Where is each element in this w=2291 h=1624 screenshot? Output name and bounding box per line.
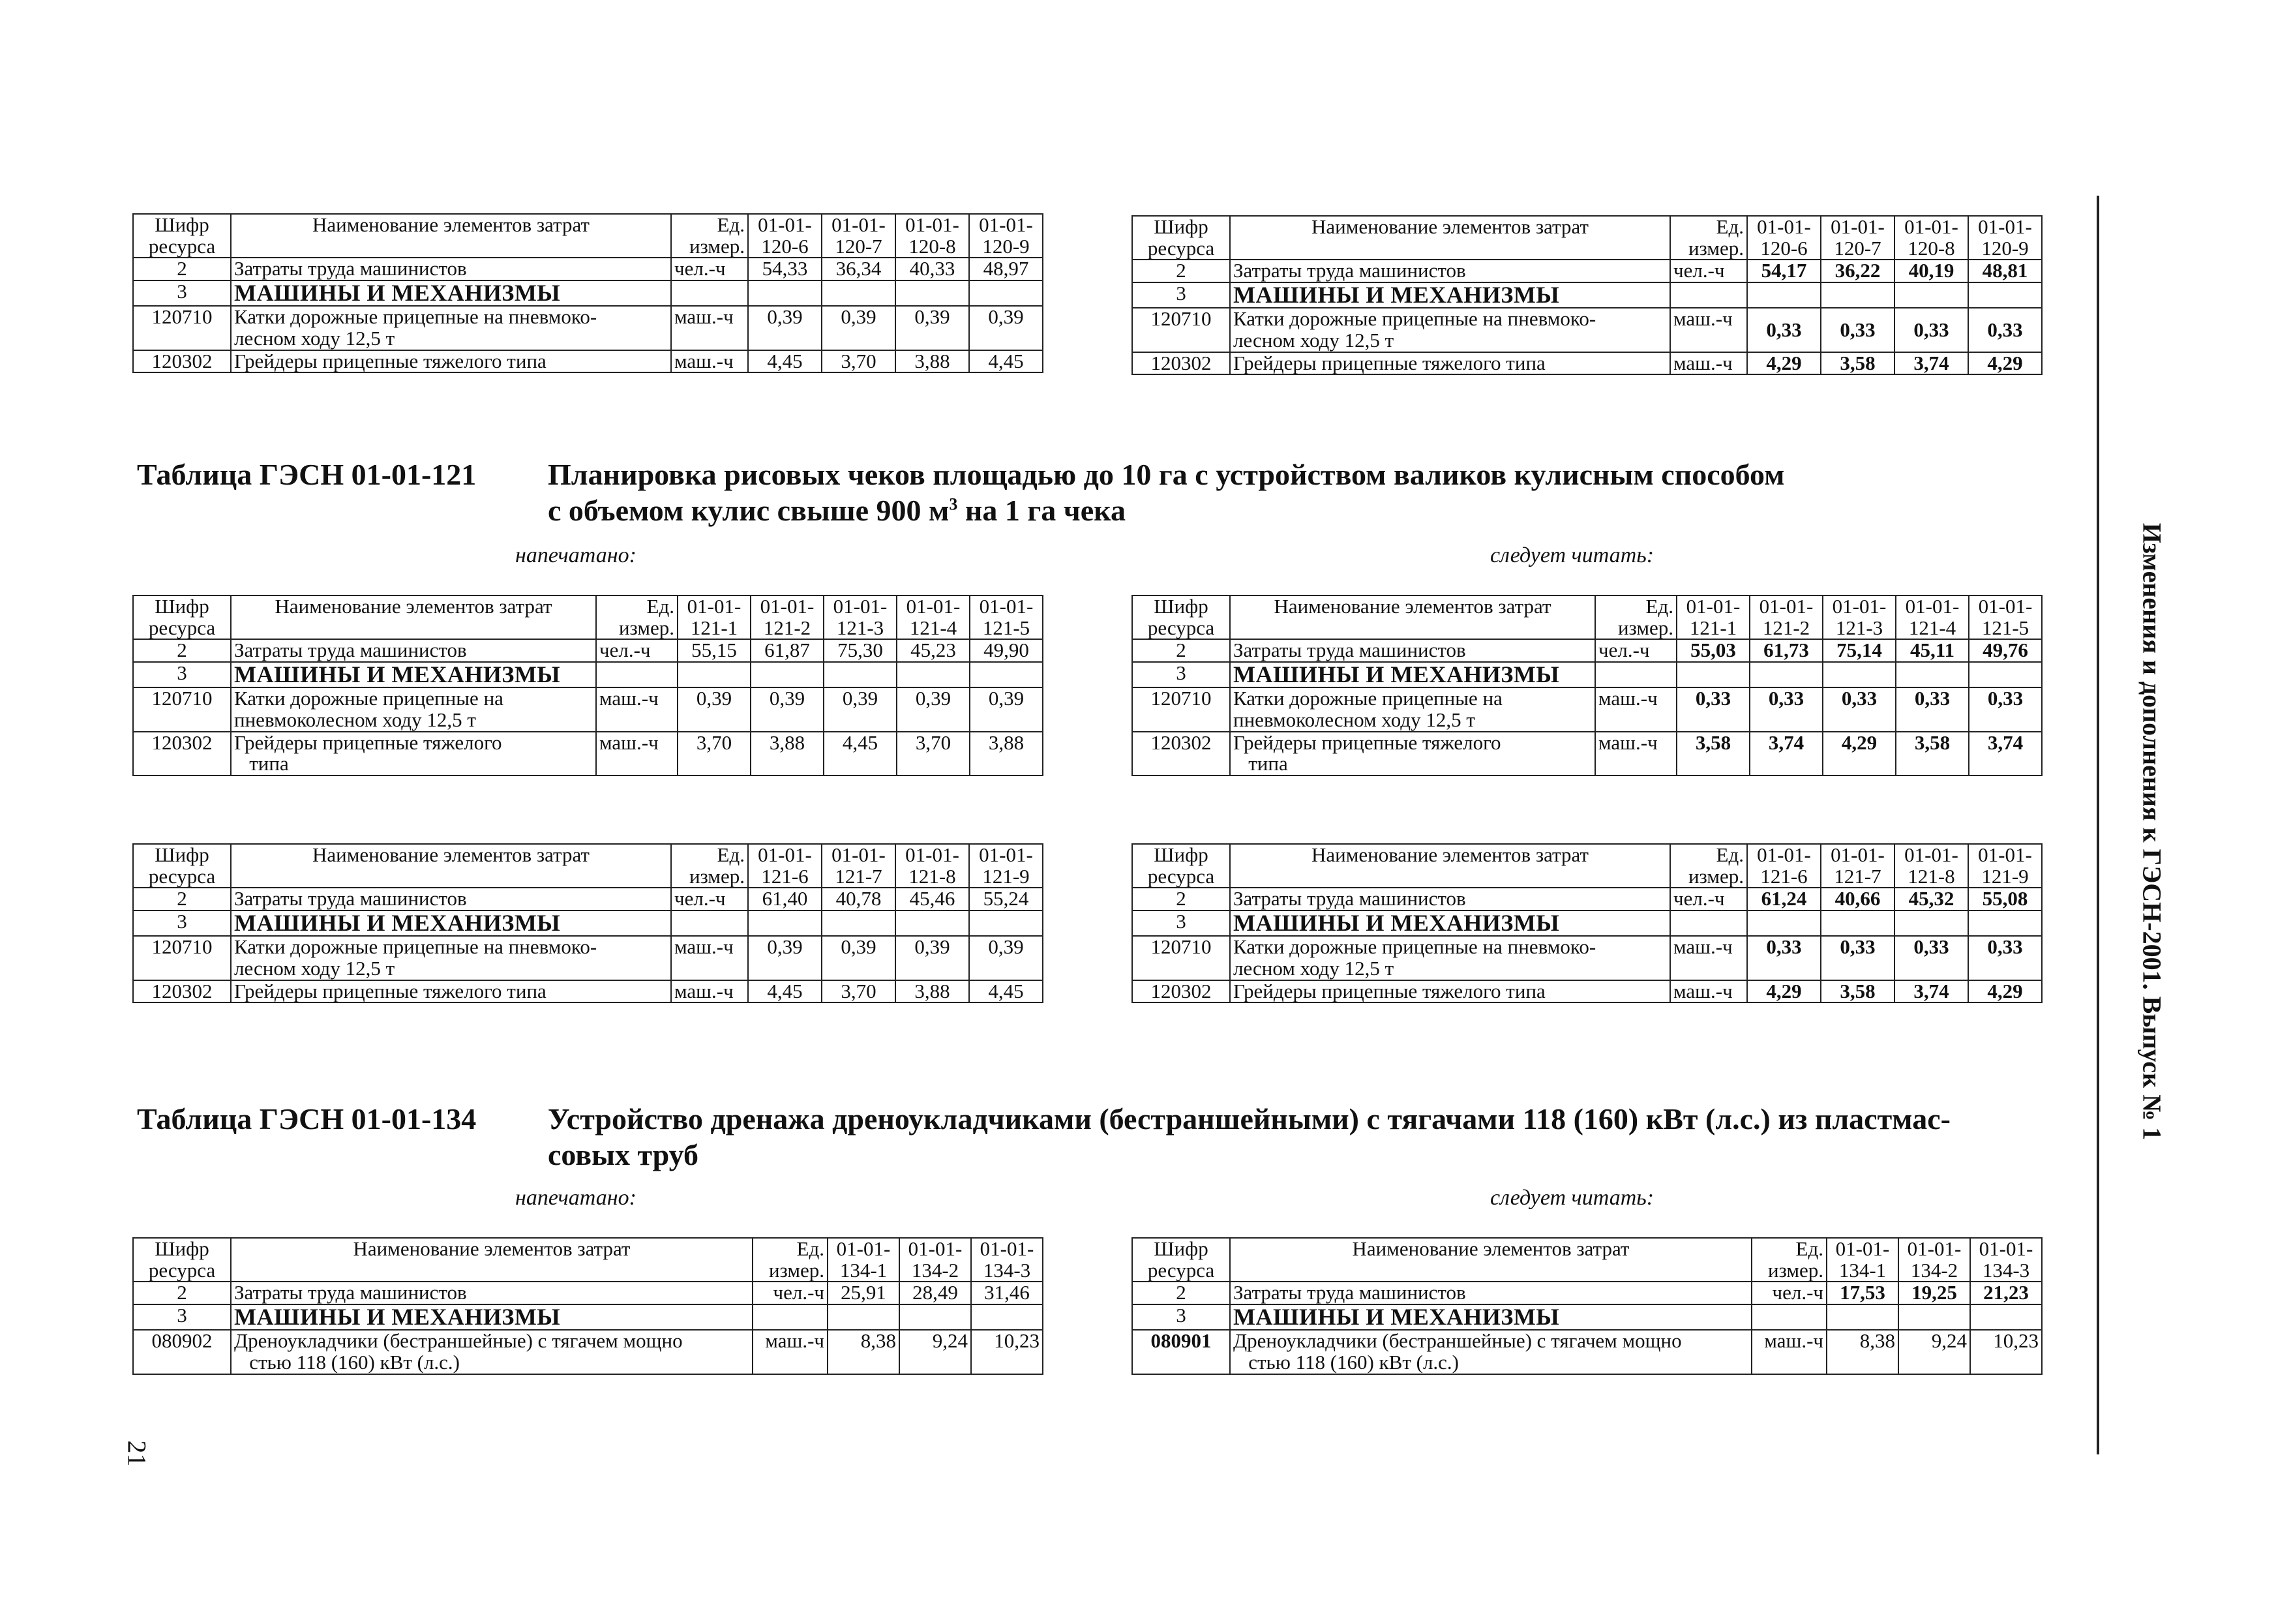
resource-code: 080902 (133, 1330, 231, 1374)
table-row (133, 936, 1043, 980)
value-cell: 3,70 (678, 732, 751, 775)
code-header: Шифр ресурса (1132, 595, 1230, 639)
cost-element-name: Катки дорожные прицепные на пневмоко- лесном ходу 12,5 т (1230, 936, 1670, 980)
unit-header: Ед. измер. (1670, 216, 1747, 260)
value-cell: 3,58 (1821, 352, 1894, 375)
value-cell: 0,39 (969, 306, 1043, 350)
value-cell: 0,33 (1968, 308, 2042, 352)
value-cell: 3,88 (970, 732, 1043, 775)
value-cell: 45,23 (897, 639, 970, 662)
table-121b-correct (1131, 843, 2043, 1003)
cost-element-name: Затраты труда машинистов (231, 639, 596, 662)
norm-col-header: 01-01- 120-8 (895, 214, 969, 258)
norm-col-header: 01-01- 134-2 (899, 1238, 971, 1282)
cost-element-name: Грейдеры прицепные тяжелого типа (231, 980, 671, 1003)
value-cell: 0,33 (1750, 687, 1823, 731)
code-header: Шифр ресурса (1132, 216, 1230, 260)
section-title: МАШИНЫ И МЕХАНИЗМЫ (231, 280, 671, 307)
norm-col-header: 01-01- 121-3 (824, 595, 897, 639)
code-header: Шифр ресурса (133, 595, 231, 639)
running-title: Изменения и дополнения к ГЭСН-2001. Выпуск № 1 (2137, 522, 2167, 1141)
norm-col-header: 01-01- 121-6 (748, 844, 822, 888)
table-row (1132, 260, 2042, 282)
unit-cell: чел.-ч (753, 1282, 828, 1304)
resource-code: 3 (1132, 910, 1230, 937)
resource-code: 120302 (1132, 352, 1230, 375)
table-row (133, 910, 1043, 937)
section-title: МАШИНЫ И МЕХАНИЗМЫ (1230, 910, 1670, 937)
unit-cell: маш.-ч (671, 980, 748, 1003)
table-row (133, 687, 1043, 731)
table-134-correct (1131, 1237, 2043, 1375)
value-cell: 55,08 (1968, 888, 2042, 910)
resource-code: 120302 (133, 732, 231, 775)
resource-code: 3 (133, 662, 231, 688)
cost-element-name: Грейдеры прицепные тяжелого типа (231, 732, 596, 775)
table-header-row (1132, 595, 2042, 639)
table-row (133, 980, 1043, 1003)
table-134-printed (132, 1237, 1043, 1375)
cost-element-name: Затраты труда машинистов (231, 888, 671, 910)
value-cell: 40,66 (1821, 888, 1894, 910)
code-header: Шифр ресурса (1132, 1238, 1230, 1282)
name-header: Наименование элементов затрат (1230, 216, 1670, 260)
norm-col-header: 01-01- 121-1 (678, 595, 751, 639)
value-cell: 3,58 (1896, 732, 1969, 775)
unit-cell: маш.-ч (1595, 732, 1677, 775)
table-row (133, 258, 1043, 280)
norm-col-header: 01-01- 134-3 (1970, 1238, 2042, 1282)
value-cell: 0,39 (751, 687, 824, 731)
value-cell: 0,33 (1821, 936, 1894, 980)
value-cell: 49,90 (970, 639, 1043, 662)
value-cell: 3,74 (1969, 732, 2042, 775)
should-read-label: следует читать: (1490, 1186, 1655, 1210)
unit-cell: маш.-ч (596, 687, 678, 731)
resource-code: 3 (133, 910, 231, 937)
value-cell: 0,33 (1821, 308, 1894, 352)
section-title: МАШИНЫ И МЕХАНИЗМЫ (231, 910, 671, 937)
value-cell: 10,23 (1970, 1330, 2042, 1374)
value-cell: 4,45 (824, 732, 897, 775)
table-row (1132, 732, 2042, 775)
value-cell: 3,70 (822, 350, 895, 373)
norm-col-header: 01-01- 121-9 (1968, 844, 2042, 888)
table-row (1132, 687, 2042, 731)
table-header-row (133, 595, 1043, 639)
unit-header: Ед. измер. (596, 595, 678, 639)
section-title: МАШИНЫ И МЕХАНИЗМЫ (231, 662, 596, 688)
value-cell: 3,74 (1894, 352, 1968, 375)
value-cell: 36,34 (822, 258, 895, 280)
cost-element-name: Дреноукладчики (бестраншейные) с тягачем мощно стью 118 (160) кВт (л.с.) (231, 1330, 753, 1374)
margin-rule (2097, 196, 2099, 1454)
cost-element-name: Катки дорожные прицепные на пневмоколесном ходу 12,5 т (1230, 687, 1595, 731)
table-row (1132, 282, 2042, 308)
resource-code: 2 (1132, 888, 1230, 910)
value-cell: 8,38 (1827, 1330, 1898, 1374)
value-cell: 0,33 (1894, 936, 1968, 980)
norm-col-header: 01-01- 121-8 (895, 844, 969, 888)
value-cell: 0,39 (895, 306, 969, 350)
value-cell: 0,33 (1894, 308, 1968, 352)
table-header-row (1132, 844, 2042, 888)
table-row (1132, 888, 2042, 910)
value-cell: 48,97 (969, 258, 1043, 280)
norm-col-header: 01-01- 120-9 (969, 214, 1043, 258)
code-header: Шифр ресурса (133, 214, 231, 258)
table-header-row (133, 1238, 1043, 1282)
resource-code: 120302 (133, 350, 231, 373)
norm-col-header: 01-01- 121-4 (897, 595, 970, 639)
value-cell: 28,49 (899, 1282, 971, 1304)
section-title: МАШИНЫ И МЕХАНИЗМЫ (1230, 1304, 1752, 1331)
name-header: Наименование элементов затрат (1230, 844, 1670, 888)
cost-element-name: Затраты труда машинистов (1230, 260, 1670, 282)
value-cell: 31,46 (971, 1282, 1043, 1304)
table-row (133, 1330, 1043, 1374)
table-row (1132, 639, 2042, 662)
resource-code: 120710 (133, 687, 231, 731)
table-row (1132, 1282, 2042, 1304)
value-cell: 0,39 (895, 936, 969, 980)
norm-col-header: 01-01- 134-3 (971, 1238, 1043, 1282)
section-title: МАШИНЫ И МЕХАНИЗМЫ (1230, 662, 1595, 688)
cost-element-name: Катки дорожные прицепные на пневмоко- лесном ходу 12,5 т (1230, 308, 1670, 352)
table-row (133, 1304, 1043, 1331)
table-header-row (1132, 216, 2042, 260)
norm-col-header: 01-01- 134-2 (1898, 1238, 1970, 1282)
norm-col-header: 01-01- 121-5 (1969, 595, 2042, 639)
value-cell: 45,32 (1894, 888, 1968, 910)
resource-code: 3 (1132, 662, 1230, 688)
value-cell: 3,58 (1677, 732, 1750, 775)
resource-code: 2 (133, 258, 231, 280)
value-cell: 3,70 (897, 732, 970, 775)
value-cell: 21,23 (1970, 1282, 2042, 1304)
resource-code: 2 (133, 639, 231, 662)
norm-col-header: 01-01- 121-1 (1677, 595, 1750, 639)
value-cell: 36,22 (1821, 260, 1894, 282)
unit-header: Ед. измер. (1670, 844, 1747, 888)
norm-col-header: 01-01- 121-9 (969, 844, 1043, 888)
norm-col-header: 01-01- 120-9 (1968, 216, 2042, 260)
value-cell: 0,33 (1747, 936, 1821, 980)
norm-col-header: 01-01- 121-2 (1750, 595, 1823, 639)
section-title: МАШИНЫ И МЕХАНИЗМЫ (231, 1304, 753, 1331)
name-header: Наименование элементов затрат (1230, 1238, 1752, 1282)
unit-cell: маш.-ч (1670, 352, 1747, 375)
value-cell: 61,73 (1750, 639, 1823, 662)
table-121-number: Таблица ГЭСН 01-01-121 (137, 458, 477, 491)
norm-col-header: 01-01- 121-8 (1894, 844, 1968, 888)
value-cell: 54,33 (748, 258, 822, 280)
value-cell: 10,23 (971, 1330, 1043, 1374)
value-cell: 3,88 (895, 980, 969, 1003)
name-header: Наименование элементов затрат (231, 844, 671, 888)
norm-col-header: 01-01- 121-7 (1821, 844, 1894, 888)
unit-cell: маш.-ч (671, 350, 748, 373)
table-121b-printed (132, 843, 1043, 1003)
unit-cell: маш.-ч (1670, 980, 1747, 1003)
value-cell: 3,74 (1894, 980, 1968, 1003)
value-cell: 4,45 (969, 980, 1043, 1003)
value-cell: 0,39 (822, 306, 895, 350)
value-cell: 55,15 (678, 639, 751, 662)
value-cell: 4,45 (748, 350, 822, 373)
value-cell: 4,29 (1747, 352, 1821, 375)
resource-code: 2 (1132, 639, 1230, 662)
code-header: Шифр ресурса (133, 1238, 231, 1282)
value-cell: 3,88 (751, 732, 824, 775)
resource-code: 2 (1132, 1282, 1230, 1304)
resource-code: 2 (133, 888, 231, 910)
unit-cell: маш.-ч (1670, 308, 1747, 352)
unit-cell: чел.-ч (1595, 639, 1677, 662)
table-row (133, 662, 1043, 688)
resource-code: 120302 (133, 980, 231, 1003)
resource-code: 3 (1132, 282, 1230, 308)
resource-code: 3 (133, 1304, 231, 1331)
norm-col-header: 01-01- 120-7 (822, 214, 895, 258)
code-header: Шифр ресурса (133, 844, 231, 888)
resource-code: 2 (133, 1282, 231, 1304)
printed-label: напечатано: (515, 1186, 636, 1210)
unit-cell: чел.-ч (596, 639, 678, 662)
unit-cell: чел.-ч (1670, 260, 1747, 282)
resource-code: 3 (133, 280, 231, 307)
table-row (133, 888, 1043, 910)
table-row (133, 306, 1043, 350)
table-row (133, 639, 1043, 662)
cost-element-name: Затраты труда машинистов (231, 258, 671, 280)
value-cell: 0,39 (970, 687, 1043, 731)
value-cell: 3,70 (822, 980, 895, 1003)
value-cell: 61,87 (751, 639, 824, 662)
cost-element-name: Катки дорожные прицепные на пневмоколесном ходу 12,5 т (231, 687, 596, 731)
value-cell: 0,33 (1969, 687, 2042, 731)
cost-element-name: Затраты труда машинистов (1230, 639, 1595, 662)
value-cell: 0,39 (822, 936, 895, 980)
table-121-title: Планировка рисовых чеков площадью до 10 га с устройством валиков кулисным способом с объемом кулис свыше 900 $м^3$ на 1 га чека (548, 458, 1785, 528)
norm-col-header: 01-01- 121-4 (1896, 595, 1969, 639)
should-read-label: следует читать: (1490, 543, 1655, 567)
table-row (1132, 980, 2042, 1003)
resource-code: 120710 (1132, 308, 1230, 352)
value-cell: 0,39 (678, 687, 751, 731)
code-header: Шифр ресурса (1132, 844, 1230, 888)
value-cell: 4,45 (748, 980, 822, 1003)
cost-element-name: Затраты труда машинистов (1230, 888, 1670, 910)
norm-col-header: 01-01- 120-6 (748, 214, 822, 258)
norm-col-header: 01-01- 121-3 (1823, 595, 1896, 639)
value-cell: 4,45 (969, 350, 1043, 373)
value-cell: 25,91 (828, 1282, 899, 1304)
value-cell: 3,74 (1750, 732, 1823, 775)
table-row (133, 1282, 1043, 1304)
table-121a-printed (132, 595, 1043, 776)
unit-header: Ед. измер. (753, 1238, 828, 1282)
norm-col-header: 01-01- 121-7 (822, 844, 895, 888)
value-cell: 0,33 (1896, 687, 1969, 731)
table-row (1132, 936, 2042, 980)
value-cell: 9,24 (899, 1330, 971, 1374)
value-cell: 0,39 (897, 687, 970, 731)
value-cell: 55,24 (969, 888, 1043, 910)
value-cell: 0,33 (1747, 308, 1821, 352)
unit-header: Ед. измер. (1595, 595, 1677, 639)
value-cell: 45,11 (1896, 639, 1969, 662)
page-number: 21 (122, 1440, 152, 1467)
unit-header: Ед. измер. (671, 844, 748, 888)
table-header-row (1132, 1238, 2042, 1282)
resource-code: 120302 (1132, 980, 1230, 1003)
cost-element-name: Катки дорожные прицепные на пневмоко- лесном ходу 12,5 т (231, 936, 671, 980)
cost-element-name: Дреноукладчики (бестраншейные) с тягачем мощно стью 118 (160) кВт (л.с.) (1230, 1330, 1752, 1374)
value-cell: 0,39 (824, 687, 897, 731)
table-row (1132, 1304, 2042, 1331)
resource-code: 3 (1132, 1304, 1230, 1331)
norm-col-header: 01-01- 134-1 (828, 1238, 899, 1282)
table-row (133, 732, 1043, 775)
resource-code: 2 (1132, 260, 1230, 282)
unit-cell: маш.-ч (671, 936, 748, 980)
table-header-row (133, 214, 1043, 258)
cost-element-name: Затраты труда машинистов (1230, 1282, 1752, 1304)
cost-element-name: Грейдеры прицепные тяжелого типа (1230, 352, 1670, 375)
name-header: Наименование элементов затрат (231, 1238, 753, 1282)
value-cell: 75,14 (1823, 639, 1896, 662)
value-cell: 45,46 (895, 888, 969, 910)
resource-code: 120710 (133, 306, 231, 350)
norm-col-header: 01-01- 120-6 (1747, 216, 1821, 260)
name-header: Наименование элементов затрат (231, 214, 671, 258)
unit-cell: чел.-ч (671, 888, 748, 910)
cost-element-name: Грейдеры прицепные тяжелого типа (1230, 732, 1595, 775)
resource-code: 120710 (1132, 687, 1230, 731)
table-row (1132, 352, 2042, 375)
value-cell: 8,38 (828, 1330, 899, 1374)
table-134-title: Устройство дренажа дреноукладчиками (бестраншейными) с тягачами 118 (160) кВт (л.с.) из пластмас- совых труб (548, 1102, 1951, 1172)
table-row (1132, 308, 2042, 352)
cost-element-name: Грейдеры прицепные тяжелого типа (231, 350, 671, 373)
unit-header: Ед. измер. (671, 214, 748, 258)
table-row (133, 350, 1043, 373)
value-cell: 40,78 (822, 888, 895, 910)
table-134-number: Таблица ГЭСН 01-01-134 (137, 1102, 477, 1135)
name-header: Наименование элементов затрат (1230, 595, 1595, 639)
cost-element-name: Грейдеры прицепные тяжелого типа (1230, 980, 1670, 1003)
unit-cell: маш.-ч (753, 1330, 828, 1374)
value-cell: 61,40 (748, 888, 822, 910)
norm-col-header: 01-01- 120-7 (1821, 216, 1894, 260)
section-title: МАШИНЫ И МЕХАНИЗМЫ (1230, 282, 1670, 308)
value-cell: 0,39 (969, 936, 1043, 980)
value-cell: 55,03 (1677, 639, 1750, 662)
value-cell: 40,19 (1894, 260, 1968, 282)
table-120-correct (1131, 215, 2043, 375)
unit-cell: маш.-ч (671, 306, 748, 350)
resource-code: 120710 (133, 936, 231, 980)
table-row (1132, 1330, 2042, 1374)
value-cell: 4,29 (1747, 980, 1821, 1003)
unit-cell: чел.-ч (1670, 888, 1747, 910)
resource-code: 080901 (1132, 1330, 1230, 1374)
resource-code: 120710 (1132, 936, 1230, 980)
unit-cell: маш.-ч (1752, 1330, 1827, 1374)
value-cell: 4,29 (1823, 732, 1896, 775)
value-cell: 40,33 (895, 258, 969, 280)
norm-col-header: 01-01- 121-5 (970, 595, 1043, 639)
unit-cell: маш.-ч (1595, 687, 1677, 731)
value-cell: 0,39 (748, 936, 822, 980)
value-cell: 0,33 (1677, 687, 1750, 731)
unit-cell: маш.-ч (596, 732, 678, 775)
norm-col-header: 01-01- 121-2 (751, 595, 824, 639)
table-120-printed (132, 213, 1043, 373)
value-cell: 0,33 (1968, 936, 2042, 980)
value-cell: 61,24 (1747, 888, 1821, 910)
value-cell: 75,30 (824, 639, 897, 662)
value-cell: 0,39 (748, 306, 822, 350)
value-cell: 19,25 (1898, 1282, 1970, 1304)
norm-col-header: 01-01- 121-6 (1747, 844, 1821, 888)
table-121a-correct (1131, 595, 2043, 776)
value-cell: 3,58 (1821, 980, 1894, 1003)
value-cell: 3,88 (895, 350, 969, 373)
table-row (1132, 662, 2042, 688)
value-cell: 54,17 (1747, 260, 1821, 282)
value-cell: 48,81 (1968, 260, 2042, 282)
norm-col-header: 01-01- 120-8 (1894, 216, 1968, 260)
value-cell: 9,24 (1898, 1330, 1970, 1374)
value-cell: 17,53 (1827, 1282, 1898, 1304)
table-row (1132, 910, 2042, 937)
resource-code: 120302 (1132, 732, 1230, 775)
unit-header: Ед. измер. (1752, 1238, 1827, 1282)
unit-cell: чел.-ч (1752, 1282, 1827, 1304)
unit-cell: маш.-ч (1670, 936, 1747, 980)
value-cell: 4,29 (1968, 352, 2042, 375)
cost-element-name: Затраты труда машинистов (231, 1282, 753, 1304)
printed-label: напечатано: (515, 543, 636, 567)
table-row (133, 280, 1043, 307)
unit-cell: чел.-ч (671, 258, 748, 280)
value-cell: 0,33 (1823, 687, 1896, 731)
value-cell: 49,76 (1969, 639, 2042, 662)
table-header-row (133, 844, 1043, 888)
name-header: Наименование элементов затрат (231, 595, 596, 639)
value-cell: 4,29 (1968, 980, 2042, 1003)
cost-element-name: Катки дорожные прицепные на пневмоко- лесном ходу 12,5 т (231, 306, 671, 350)
norm-col-header: 01-01- 134-1 (1827, 1238, 1898, 1282)
